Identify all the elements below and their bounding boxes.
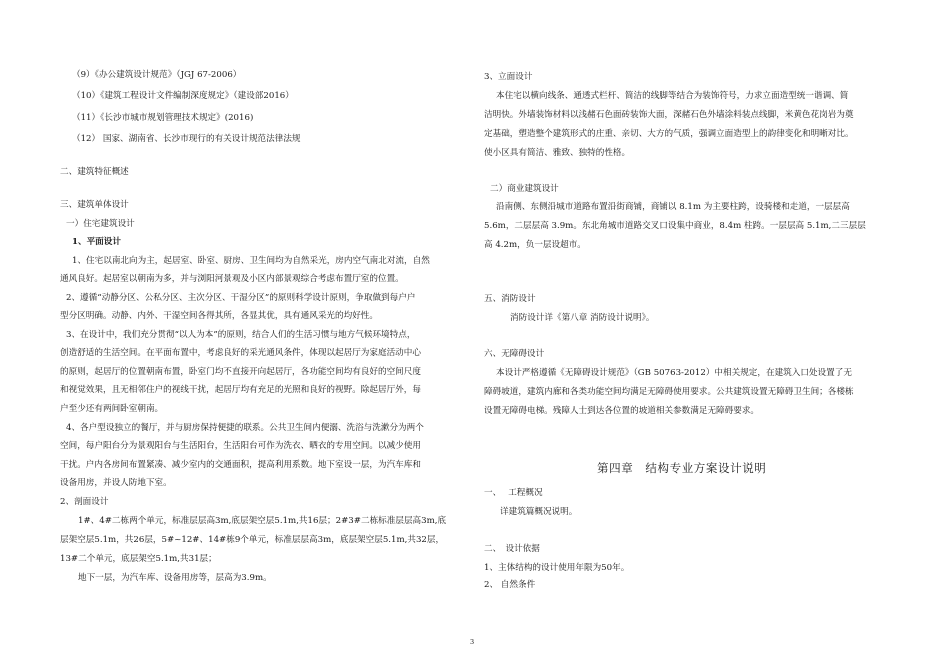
paragraph-line: 1#、4#二栋两个单元，标准层层高3m,底层架空层5.1m,共16层；2#3#二栋标准层层高3m,底 <box>78 516 447 526</box>
paragraph-line: 高 4.2m，负一层设超市。 <box>484 240 586 250</box>
paragraph-line: 设备用房，并设人防地下室。 <box>60 478 172 488</box>
paragraph-line: 1、住宅以南北向为主，起居室、卧室、厨房、卫生间均为自然采光，房内空气南北对流，自然 <box>72 256 430 266</box>
paragraph-line: 本设计严格遵循《无障碍设计规范》（GB 50763-2012）中相关规定，在建筑入口处设置了无 <box>496 368 852 378</box>
reference-item: （9）《办公建筑设计规范》（JGJ 67-2006） <box>72 70 242 80</box>
paragraph-line: 通风良好。起居室以朝南为多，并与浏阳河景观及小区内部景观综合考虑布置厅室的位置。 <box>60 274 404 284</box>
paragraph-line: 空间，每户阳台分为景观阳台与生活阳台，生活阳台可作为洗衣、晒衣的专用空间。以减少使用 <box>60 441 421 451</box>
paragraph-line: 设置无障碍电梯。残障人士到达各位置的坡道相关参数满足无障碍要求。 <box>484 406 760 416</box>
subsection-heading: 3、立面设计 <box>484 72 533 82</box>
section-heading: 五、消防设计 <box>484 294 536 304</box>
paragraph-line: 型分区明确。动静、内外、干湿空间各得其所，各显其优，具有通风采光的均好性。 <box>60 311 378 321</box>
subsection-heading: 1、平面设计 <box>72 237 121 247</box>
paragraph-line: 4、各户型设独立的餐厅，并与厨房保持便捷的联系。公共卫生间内便溺、洗浴与洗漱分为两个 <box>66 423 424 433</box>
paragraph-line: 5.6m，二层层高 3.9m。东北角城市道路交叉口设集中商业，8.4m 柱跨。一层层高 5.1m,二三层层 <box>484 221 866 231</box>
paragraph-line: 2、遵循“动静分区、公私分区、主次分区、干湿分区”的原则科学设计原则，争取做到每户户 <box>66 293 416 303</box>
chapter-title: 第四章 结构专业方案设计说明 <box>597 461 767 475</box>
paragraph-line: 的原则，起居厅的位置朝南布置，卧室门均不直接开向起居厅，各功能空间均有良好的空间尺度 <box>60 367 421 377</box>
reference-item: （11）《长沙市城市规划管理技术规定》(2016) <box>72 113 254 123</box>
section-heading: 一、 工程概况 <box>484 488 543 498</box>
paragraph-line: 户至少还有两间卧室朝南。 <box>60 404 164 414</box>
paragraph-line: 和视觉效果，且无相邻住户的视线干扰，起居厅均有充足的光照和良好的视野。除起居厅外，每 <box>60 385 421 395</box>
paragraph-line: 定基础，塑造整个建筑形式的庄重、亲切、大方的气质，强调立面造型上的韵律变化和明晰对比。 <box>484 129 854 139</box>
reference-item: （12） 国家、湖南省、长沙市现行的有关设计规范法律法规 <box>72 134 301 144</box>
paragraph-line: 2、 自然条件 <box>484 580 536 590</box>
paragraph-line: 3、在设计中，我们充分贯彻“以人为本”的原则，结合人们的生活习惯与地方气候环境特点， <box>66 330 416 340</box>
subsection-heading: 一）住宅建筑设计 <box>66 219 135 229</box>
paragraph-line: 沿南侧、东侧沿城市道路布置沿街商铺，商铺以 8.1m 为主要柱跨，设骑楼和走道，一层层高 <box>496 202 850 212</box>
paragraph-line: 使小区具有简洁、雅致、独特的性格。 <box>484 148 631 158</box>
subsection-heading: 2、剖面设计 <box>60 497 109 507</box>
paragraph-line: 详建筑篇概况说明。 <box>500 507 578 517</box>
subsection-heading: 二）商业建筑设计 <box>490 184 559 194</box>
section-heading: 二、建筑特征概述 <box>60 167 129 177</box>
paragraph-line: 消防设计详《第八章 消防设计说明》。 <box>510 313 655 323</box>
paragraph-line: 地下一层，为汽车库、设备用房等，层高为3.9m。 <box>78 573 272 583</box>
reference-item: （10）《建筑工程设计文件编制深度规定》（建设部2016） <box>72 91 294 101</box>
section-heading: 二、 设计依据 <box>484 544 540 554</box>
section-heading: 六、无障碍设计 <box>484 349 545 359</box>
paragraph-line: 13#二个单元，底层架空5.1m,共31层； <box>60 554 217 564</box>
paragraph-line: 层架空层5.1m，共26层，5#~12#、14#栋9个单元，标准层层高3m，底层架空层5.1m,共32层， <box>60 535 445 545</box>
paragraph-line: 干扰。户内各房间布置紧凑、减少室内的交通面积，提高利用系数。地下室设一层，为汽车库和 <box>60 460 421 470</box>
paragraph-line: 创造舒适的生活空间。在平面布置中，考虑良好的采光通风条件，体现以起居厅为家庭活动中心 <box>60 348 421 358</box>
paragraph-line: 洁明快。外墙装饰材料以浅赭石色面砖装饰大面，深赭石色外墙涂料装点线脚，米黄色花岗岩为奠 <box>484 110 854 120</box>
section-heading: 三、建筑单体设计 <box>60 200 129 210</box>
paragraph-line: 1、主体结构的设计使用年限为50年。 <box>484 563 630 573</box>
paragraph-line: 本住宅以横向线条、通透式栏杆、简洁的线脚等结合为装饰符号，力求立面造型统一谐调、简 <box>496 91 849 101</box>
paragraph-line: 障碍坡道，建筑内廊和各类功能空间均满足无障碍使用要求。公共建筑设置无障碍卫生间；各楼栋 <box>484 387 854 397</box>
page-number: 3 <box>470 638 475 646</box>
